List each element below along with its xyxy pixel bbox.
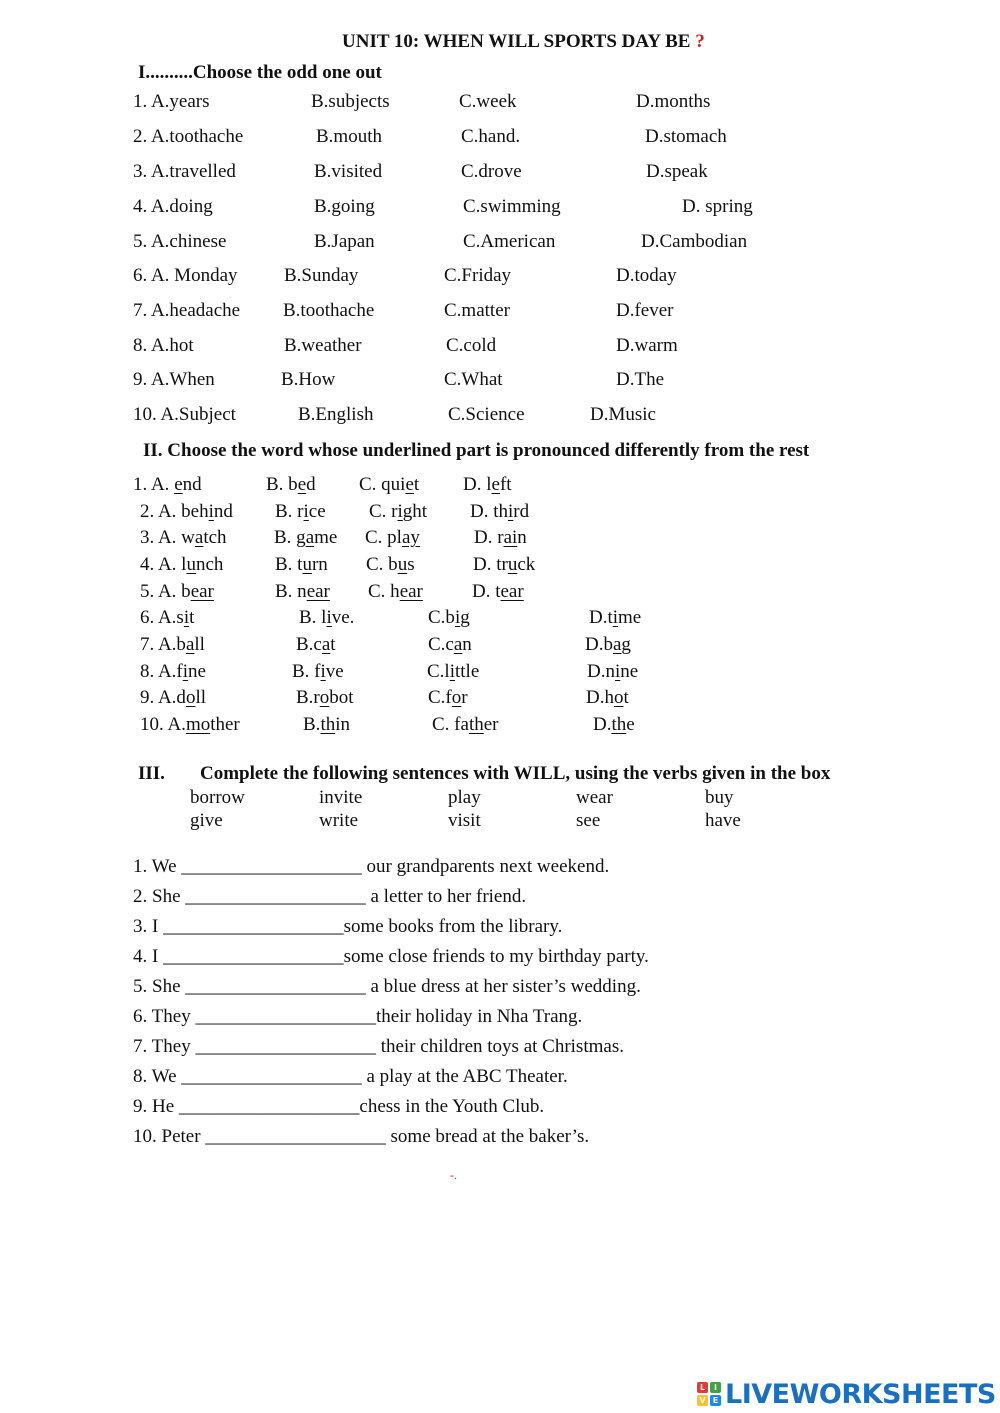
verb-option: invite	[319, 787, 363, 808]
pronunciation-option	[365, 527, 420, 549]
pronunciation-option	[428, 687, 468, 709]
option-prefix: 3. A. w	[140, 527, 195, 548]
stray-mark: -.	[450, 1168, 457, 1182]
option-suffix: e	[626, 714, 635, 735]
option-suffix: t	[623, 687, 629, 708]
verb-option: write	[319, 810, 359, 831]
pronunciation-option	[140, 687, 206, 709]
odd-one-out-option: D.fever	[616, 300, 674, 321]
underlined-part: a	[453, 634, 463, 655]
pronunciation-option	[473, 554, 535, 576]
pronunciation-option	[140, 554, 223, 576]
option-prefix: C. h	[368, 581, 400, 602]
odd-one-out-option: D.warm	[616, 335, 678, 356]
option-suffix: ck	[517, 554, 536, 575]
fill-in-sentence: 8. We ___________________ a play at the ABC Theater.	[133, 1066, 568, 1087]
underlined-part: i	[454, 607, 461, 628]
underlined-part: o	[319, 687, 330, 708]
odd-one-out-option: B.How	[281, 369, 336, 390]
option-prefix: D. tr	[473, 554, 508, 575]
verb-option: visit	[448, 810, 481, 831]
pronunciation-option	[368, 581, 423, 603]
odd-one-out-option: 10. A.Subject	[133, 404, 236, 425]
odd-one-out-option: 2. A.toothache	[133, 126, 244, 147]
option-suffix: ll	[195, 687, 206, 708]
odd-one-out-option: B.visited	[314, 161, 383, 182]
option-suffix: n	[462, 634, 472, 655]
option-suffix: ft	[499, 474, 512, 495]
fill-in-sentence: 9. He ___________________chess in the Youth Club.	[133, 1096, 545, 1117]
underlined-part: i	[612, 607, 619, 628]
option-suffix: ne	[188, 661, 206, 682]
option-prefix: C. b	[366, 554, 398, 575]
option-prefix: D.b	[585, 634, 613, 655]
option-prefix: D. l	[463, 474, 492, 495]
option-suffix: ll	[194, 634, 205, 655]
option-prefix: B.c	[296, 634, 322, 655]
option-prefix: 10. A.	[140, 714, 186, 735]
pronunciation-option	[432, 714, 498, 736]
pronunciation-option	[275, 581, 330, 603]
option-prefix: 1. A.	[133, 474, 175, 495]
pronunciation-option	[140, 661, 206, 683]
option-prefix: C. pl	[365, 527, 402, 548]
underlined-part: ai	[503, 527, 518, 548]
option-suffix: r	[461, 687, 468, 708]
option-suffix: ght	[402, 501, 428, 522]
odd-one-out-option: B.subjects	[311, 91, 390, 112]
odd-one-out-option: 8. A.hot	[133, 335, 194, 356]
underlined-part: a	[321, 634, 331, 655]
pronunciation-option	[140, 607, 194, 629]
verb-option: wear	[576, 787, 613, 808]
option-prefix: D.h	[586, 687, 614, 708]
pronunciation-option	[275, 554, 328, 576]
pronunciation-option	[140, 527, 227, 549]
odd-one-out-option: C.cold	[446, 335, 497, 356]
option-suffix: ne	[620, 661, 639, 682]
underlined-part: u	[186, 554, 196, 575]
option-prefix: C.l	[427, 661, 450, 682]
underlined-part: i	[320, 661, 326, 682]
fill-in-sentence: 2. She ___________________ a letter to her friend.	[133, 886, 527, 907]
underlined-part: ay	[401, 527, 420, 548]
odd-one-out-option: D.stomach	[645, 126, 727, 147]
option-suffix: t	[413, 474, 420, 495]
pronunciation-option	[472, 581, 524, 603]
odd-one-out-option: C.drove	[461, 161, 522, 182]
option-prefix: B. r	[275, 501, 304, 522]
underlined-part: a	[194, 527, 204, 548]
logo-grid-cell: I	[710, 1382, 721, 1393]
option-suffix: in	[335, 714, 350, 735]
pronunciation-option	[140, 634, 205, 656]
fill-in-sentence: 5. She ___________________ a blue dress at her sister’s wedding.	[133, 976, 641, 997]
underlined-part: i	[208, 501, 214, 522]
fill-in-sentence: 4. I ___________________some close friends to my birthday party.	[133, 946, 649, 967]
option-prefix: B. f	[292, 661, 321, 682]
odd-one-out-option: C.American	[463, 231, 556, 252]
underlined-part: ear	[306, 581, 330, 602]
odd-one-out-option: C.swimming	[463, 196, 561, 217]
underlined-part: u	[302, 554, 312, 575]
pronunciation-option	[589, 607, 641, 629]
odd-one-out-option: C.hand.	[461, 126, 521, 147]
underlined-part: th	[611, 714, 627, 735]
pronunciation-option	[303, 714, 350, 736]
odd-one-out-option: D.today	[616, 265, 677, 286]
option-suffix: ther	[210, 714, 240, 735]
odd-one-out-option: D.The	[616, 369, 665, 390]
pronunciation-option	[359, 474, 419, 496]
odd-one-out-option: B.Sunday	[284, 265, 359, 286]
pronunciation-option	[296, 687, 354, 709]
odd-one-out-option: 7. A.headache	[133, 300, 241, 321]
verb-option: give	[190, 810, 223, 831]
option-prefix: D.	[593, 714, 612, 735]
underlined-part: i	[303, 501, 309, 522]
option-prefix: 9. A.d	[140, 687, 186, 708]
pronunciation-option	[292, 661, 344, 683]
verb-option: play	[448, 787, 481, 808]
odd-one-out-option: 5. A.chinese	[133, 231, 227, 252]
underlined-part: i	[182, 661, 189, 682]
underlined-part: th	[320, 714, 336, 735]
logo-grid-cell: V	[697, 1395, 708, 1406]
odd-one-out-option: B.toothache	[283, 300, 375, 321]
pronunciation-option	[586, 687, 629, 709]
option-prefix: D. th	[470, 501, 508, 522]
odd-one-out-option: D.Cambodian	[641, 231, 748, 252]
option-suffix: tch	[203, 527, 227, 548]
odd-one-out-option: B.Japan	[314, 231, 375, 252]
underlined-part: i	[614, 661, 621, 682]
fill-in-sentence: 6. They ___________________their holiday in Nha Trang.	[133, 1006, 583, 1027]
option-prefix: C. r	[369, 501, 398, 522]
verb-option: see	[576, 810, 601, 831]
odd-one-out-option: B.going	[314, 196, 375, 217]
option-suffix: n	[517, 527, 527, 548]
pronunciation-option	[428, 607, 470, 629]
title-text: UNIT 10: WHEN WILL SPORTS DAY BE	[342, 31, 696, 52]
odd-one-out-option: B.weather	[284, 335, 362, 356]
underlined-part: a	[612, 634, 622, 655]
verb-option: borrow	[190, 787, 245, 808]
pronunciation-option	[274, 527, 337, 549]
underlined-part: ear	[500, 581, 524, 602]
logo-grid-cell: E	[710, 1395, 721, 1406]
option-suffix: me	[618, 607, 642, 628]
option-prefix: B.r	[296, 687, 320, 708]
option-prefix: B.	[303, 714, 321, 735]
pronunciation-option	[133, 474, 202, 496]
option-suffix: me	[314, 527, 338, 548]
underlined-part: ear	[399, 581, 423, 602]
underlined-part: i	[326, 607, 332, 628]
option-prefix: C.b	[428, 607, 455, 628]
liveworksheets-logo	[697, 1376, 996, 1412]
option-suffix: ttle	[454, 661, 480, 682]
underlined-part: a	[185, 634, 195, 655]
option-prefix: 4. A. l	[140, 554, 187, 575]
pronunciation-option	[474, 527, 527, 549]
fill-in-sentence: 10. Peter ___________________ some bread at the baker’s.	[133, 1126, 590, 1147]
underlined-part: u	[507, 554, 518, 575]
fill-in-sentence: 1. We ___________________ our grandparents next weekend.	[133, 856, 610, 877]
pronunciation-option	[463, 474, 512, 496]
page-title	[342, 31, 705, 53]
option-prefix: C. fa	[432, 714, 469, 735]
fill-in-sentence: 7. They ___________________ their children toys at Christmas.	[133, 1036, 624, 1057]
pronunciation-option	[140, 714, 240, 736]
underlined-part: ear	[190, 581, 214, 602]
underlined-part: o	[613, 687, 624, 708]
option-suffix: nd	[213, 501, 233, 522]
option-suffix: ve.	[331, 607, 355, 628]
option-prefix: B. l	[299, 607, 327, 628]
odd-one-out-option: 3. A.travelled	[133, 161, 236, 182]
odd-one-out-option: D.months	[636, 91, 711, 112]
option-prefix: 5. A. b	[140, 581, 191, 602]
option-prefix: B. b	[266, 474, 298, 495]
underlined-part: a	[305, 527, 315, 548]
odd-one-out-option: 4. A.doing	[133, 196, 213, 217]
option-suffix: rn	[311, 554, 328, 575]
pronunciation-option	[275, 501, 326, 523]
odd-one-out-option: 6. A. Monday	[133, 265, 238, 286]
option-prefix: B. n	[275, 581, 307, 602]
underlined-part: e	[174, 474, 183, 495]
option-suffix: ve	[325, 661, 344, 682]
option-suffix: t	[330, 634, 336, 655]
logo-text: LIVEWORKSHEETS	[725, 1378, 996, 1410]
option-suffix: er	[483, 714, 499, 735]
odd-one-out-option: C.Science	[448, 404, 525, 425]
option-prefix: D. r	[474, 527, 504, 548]
underlined-part: e	[297, 474, 307, 495]
option-suffix: g	[621, 634, 631, 655]
pronunciation-option	[140, 501, 233, 523]
odd-one-out-option: C.matter	[444, 300, 510, 321]
section1-heading: I..........Choose the odd one out	[138, 62, 382, 83]
option-suffix: nch	[195, 554, 224, 575]
option-suffix: ce	[308, 501, 326, 522]
pronunciation-option	[585, 634, 631, 656]
underlined-part: i	[508, 501, 514, 522]
pronunciation-option	[593, 714, 635, 736]
option-prefix: B. g	[274, 527, 306, 548]
option-prefix: D.t	[589, 607, 613, 628]
pronunciation-option	[296, 634, 336, 656]
option-prefix: D. t	[472, 581, 501, 602]
option-prefix: C.c	[428, 634, 454, 655]
pronunciation-option	[266, 474, 316, 496]
underlined-part: i	[183, 607, 190, 628]
pronunciation-option	[587, 661, 638, 683]
option-prefix: C. qui	[359, 474, 406, 495]
odd-one-out-option: B.English	[298, 404, 374, 425]
option-prefix: 6. A.s	[140, 607, 184, 628]
pronunciation-option	[470, 501, 529, 523]
odd-one-out-option: D. spring	[682, 196, 753, 217]
verb-option: have	[705, 810, 741, 831]
section2-heading: II. Choose the word whose underlined part is pronounced differently from the rest	[143, 440, 810, 461]
underlined-part: i	[397, 501, 403, 522]
underlined-part: e	[405, 474, 414, 495]
option-suffix: s	[407, 554, 415, 575]
option-prefix: D.n	[587, 661, 615, 682]
fill-in-sentence: 3. I ___________________some books from the library.	[133, 916, 563, 937]
option-suffix: rd	[513, 501, 530, 522]
section3-heading: Complete the following sentences with WILL, using the verbs given in the box	[200, 763, 831, 784]
underlined-part: i	[449, 661, 455, 682]
option-prefix: C.f	[428, 687, 452, 708]
underlined-part: o	[451, 687, 462, 708]
section3-number: III.	[138, 763, 165, 784]
pronunciation-option	[299, 607, 354, 629]
pronunciation-option	[427, 661, 479, 683]
odd-one-out-option: D.Music	[590, 404, 656, 425]
option-suffix: t	[189, 607, 195, 628]
verb-option: buy	[705, 787, 734, 808]
title-question-mark: ?	[695, 31, 705, 52]
pronunciation-option	[366, 554, 415, 576]
logo-grid-icon	[697, 1382, 721, 1406]
odd-one-out-option: B.mouth	[316, 126, 382, 147]
odd-one-out-option: 1. A.years	[133, 91, 210, 112]
option-prefix: 2. A. beh	[140, 501, 209, 522]
odd-one-out-option: D.speak	[646, 161, 708, 182]
underlined-part: e	[491, 474, 500, 495]
option-prefix: 7. A.b	[140, 634, 186, 655]
option-prefix: 8. A.f	[140, 661, 183, 682]
option-suffix: bot	[329, 687, 354, 708]
underlined-part: th	[468, 714, 484, 735]
odd-one-out-option: C.week	[459, 91, 517, 112]
odd-one-out-option: C.Friday	[444, 265, 512, 286]
option-suffix: g	[460, 607, 470, 628]
pronunciation-option	[369, 501, 427, 523]
underlined-part: mo	[185, 714, 211, 735]
underlined-part: o	[185, 687, 196, 708]
underlined-part: u	[397, 554, 408, 575]
option-suffix: nd	[182, 474, 202, 495]
odd-one-out-option: C.What	[444, 369, 503, 390]
pronunciation-option	[428, 634, 472, 656]
logo-grid-cell: L	[697, 1382, 708, 1393]
option-suffix: d	[306, 474, 316, 495]
option-prefix: B. t	[275, 554, 303, 575]
odd-one-out-option: 9. A.When	[133, 369, 215, 390]
pronunciation-option	[140, 581, 214, 603]
